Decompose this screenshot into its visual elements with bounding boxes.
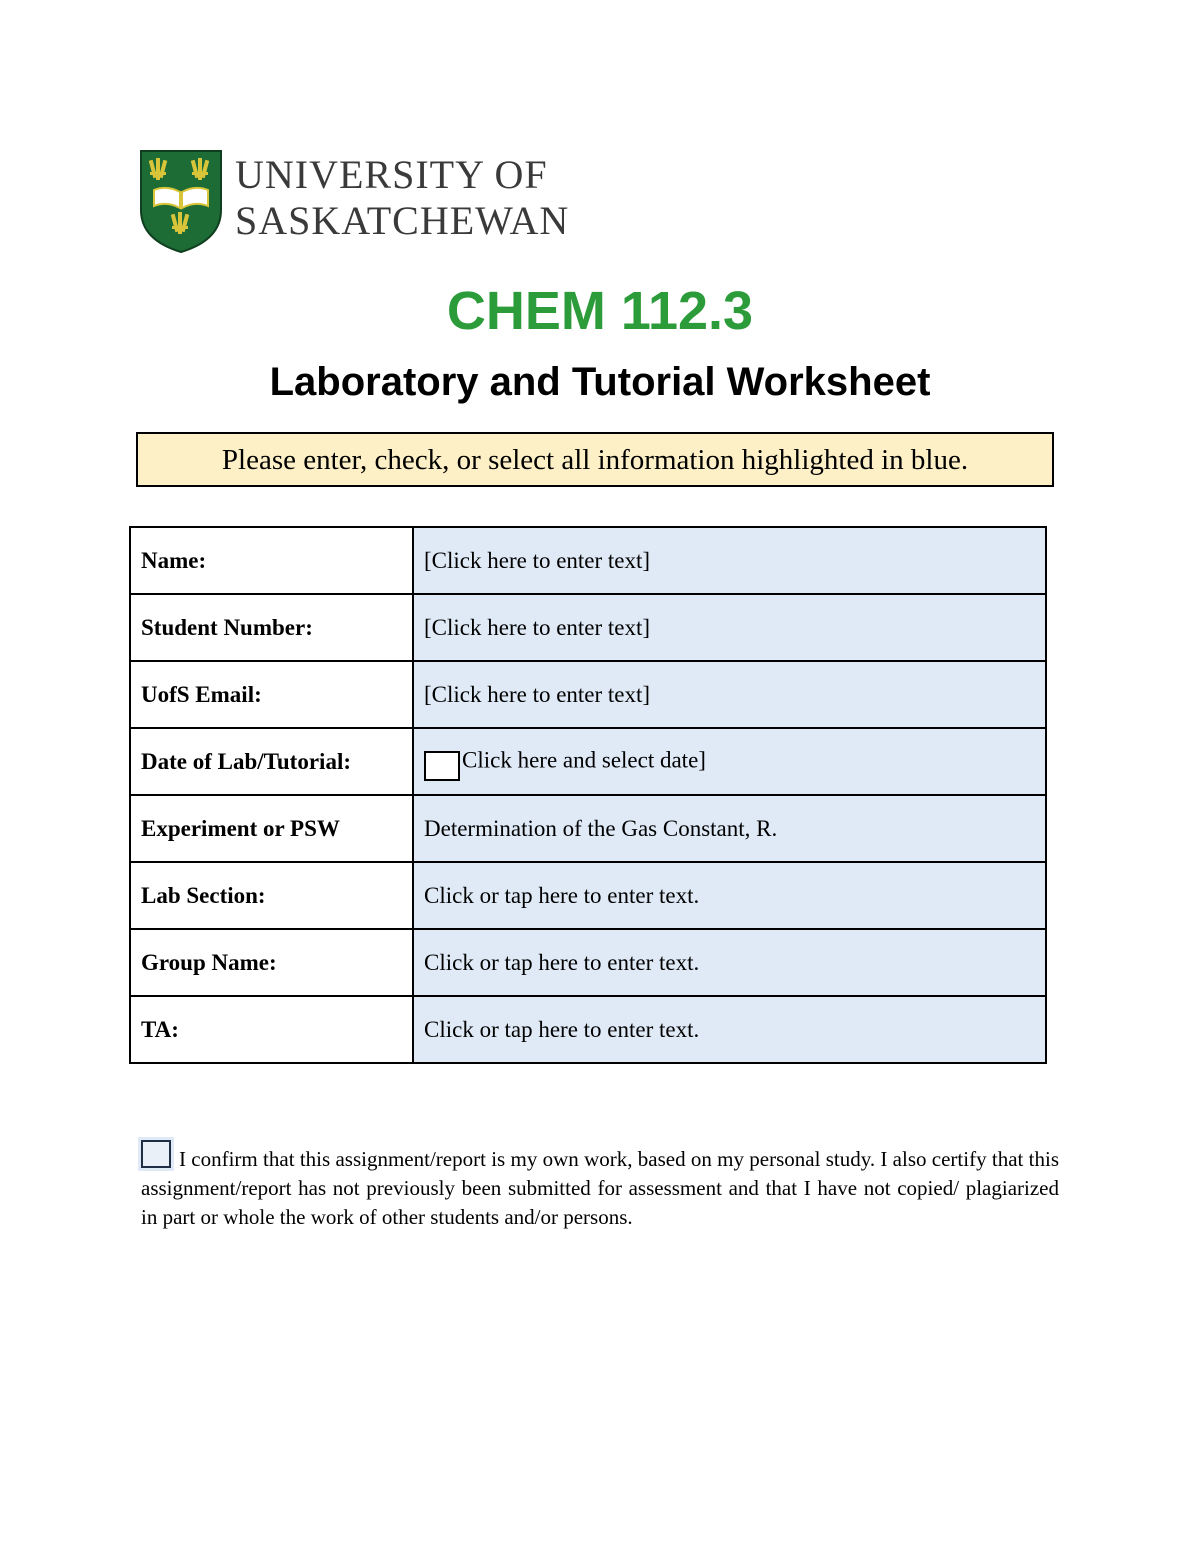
email-field[interactable]: [Click here to enter text] <box>413 661 1046 728</box>
table-row <box>130 527 1046 594</box>
university-logo <box>140 150 585 255</box>
date-picker-field[interactable] <box>413 728 1046 795</box>
wordmark-line-1: UNIVERSITY OF <box>235 152 548 197</box>
table-row <box>130 996 1046 1063</box>
experiment-field[interactable]: Determination of the Gas Constant, R. <box>413 795 1046 862</box>
student-number-field[interactable]: [Click here to enter text] <box>413 594 1046 661</box>
lab-section-field[interactable]: Click or tap here to enter text. <box>413 862 1046 929</box>
table-row <box>130 594 1046 661</box>
table-row <box>130 728 1046 795</box>
wordmark-line-2: SASKATCHEWAN <box>235 198 570 243</box>
group-name-label: Group Name: <box>130 929 413 996</box>
course-code: CHEM 112.3 <box>446 281 754 341</box>
email-label: UofS Email: <box>130 661 413 728</box>
date-label: Date of Lab/Tutorial: <box>130 728 413 795</box>
confirmation-checkbox[interactable] <box>141 1140 171 1168</box>
table-row <box>130 929 1046 996</box>
student-info-table <box>129 526 1047 1064</box>
table-row <box>130 795 1046 862</box>
lab-section-label: Lab Section: <box>130 862 413 929</box>
student-number-label: Student Number: <box>130 594 413 661</box>
page-title: Laboratory and Tutorial Worksheet <box>269 360 931 404</box>
date-field-text: Click here and select date] <box>462 746 706 772</box>
university-crest-icon <box>140 150 222 253</box>
confirmation-text: I confirm that this assignment/report is my own work, based on my personal study. I also certify that this assignment/report has not previously been submitted for assessment and that I have not copied/ plagiarized in part or whole the work of other students and/or persons. <box>141 1147 1059 1229</box>
table-row <box>130 661 1046 728</box>
instruction-banner: Please enter, check, or select all information highlighted in blue. <box>136 432 1054 487</box>
ta-label: TA: <box>130 996 413 1063</box>
name-field[interactable]: [Click here to enter text] <box>413 527 1046 594</box>
date-checkbox-icon[interactable] <box>424 751 460 781</box>
group-name-field[interactable]: Click or tap here to enter text. <box>413 929 1046 996</box>
experiment-label: Experiment or PSW <box>130 795 413 862</box>
ta-field[interactable]: Click or tap here to enter text. <box>413 996 1046 1063</box>
table-row <box>130 862 1046 929</box>
university-wordmark <box>235 152 569 244</box>
name-label: Name: <box>130 527 413 594</box>
confirmation-statement <box>141 1140 1059 1232</box>
